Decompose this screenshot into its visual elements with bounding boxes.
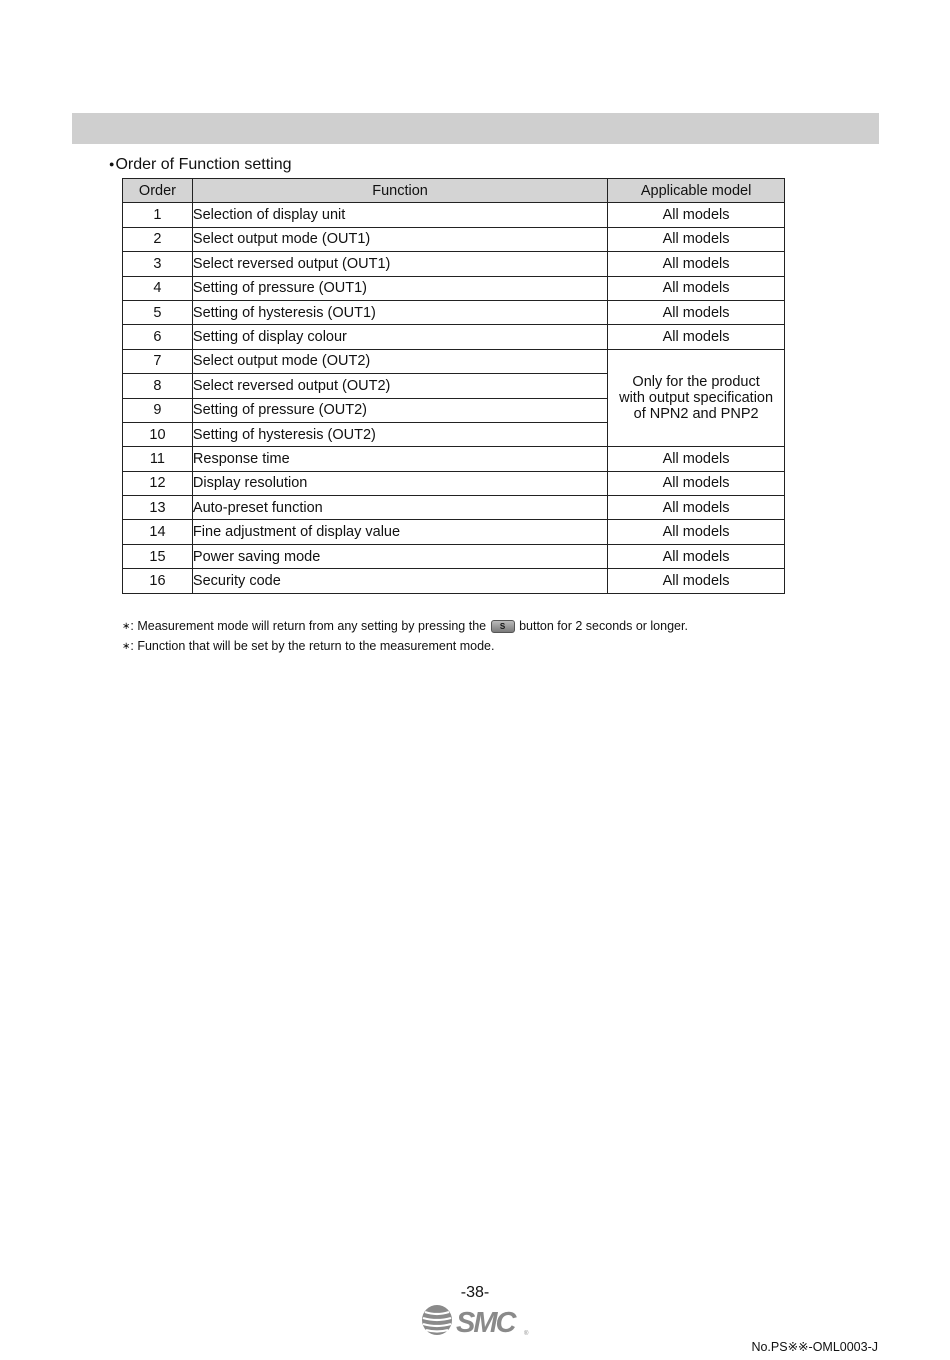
order-cell: 10 (123, 422, 193, 446)
function-cell: Setting of pressure (OUT1) (192, 276, 607, 300)
document-number: No.PS※※-OML0003-J (751, 1340, 878, 1354)
function-cell: Display resolution (192, 471, 607, 495)
table-row (123, 496, 785, 520)
section-title (109, 154, 292, 175)
function-cell: Setting of display colour (192, 325, 607, 349)
table-row (123, 569, 785, 593)
logo-text: SMC (456, 1307, 515, 1337)
model-cell: All models (608, 569, 785, 593)
order-cell: 11 (123, 447, 193, 471)
order-cell: 3 (123, 252, 193, 276)
function-cell: Select reversed output (OUT2) (192, 374, 607, 398)
model-cell: All models (608, 447, 785, 471)
order-cell: 14 (123, 520, 193, 544)
model-cell: All models (608, 203, 785, 227)
order-cell: 1 (123, 203, 193, 227)
order-cell: 7 (123, 349, 193, 373)
table-row (123, 203, 785, 227)
note1-text-before: : Measurement mode will return from any setting by pressing the (130, 619, 487, 633)
note-function-set (122, 637, 688, 657)
model-cell: All models (608, 544, 785, 568)
order-cell: 13 (123, 496, 193, 520)
function-cell: Fine adjustment of display value (192, 520, 607, 544)
model-cell: All models (608, 276, 785, 300)
table-row (123, 300, 785, 324)
function-cell: Setting of hysteresis (OUT1) (192, 300, 607, 324)
function-cell: Select output mode (OUT1) (192, 227, 607, 251)
order-cell: 12 (123, 471, 193, 495)
model-cell: All models (608, 325, 785, 349)
order-cell: 8 (123, 374, 193, 398)
order-cell: 2 (123, 227, 193, 251)
order-cell: 15 (123, 544, 193, 568)
note-measurement-return (122, 617, 688, 637)
asterisk-icon: ∗ (122, 641, 131, 652)
function-cell: Selection of display unit (192, 203, 607, 227)
function-cell: Security code (192, 569, 607, 593)
order-cell: 4 (123, 276, 193, 300)
header-applicable-model: Applicable model (608, 179, 785, 203)
smc-logo-icon (420, 1303, 530, 1337)
model-cell: All models (608, 520, 785, 544)
header-function: Function (192, 179, 607, 203)
table-row (123, 252, 785, 276)
table-row (123, 471, 785, 495)
function-cell: Auto-preset function (192, 496, 607, 520)
merged-model-line-1: Only for the product (632, 374, 760, 391)
function-order-table (122, 178, 785, 594)
section-header-band (72, 113, 879, 144)
order-cell: 5 (123, 300, 193, 324)
function-cell: Power saving mode (192, 544, 607, 568)
table-row (123, 227, 785, 251)
order-cell: 6 (123, 325, 193, 349)
order-cell: 16 (123, 569, 193, 593)
merged-model-line-2: with output specification (619, 390, 774, 407)
table-row (123, 276, 785, 300)
header-order: Order (123, 179, 193, 203)
model-cell: All models (608, 300, 785, 324)
merged-model-line-3: of NPN2 and PNP2 (633, 406, 759, 423)
notes (122, 617, 688, 657)
note1-text-after: button for 2 seconds or longer. (519, 619, 688, 633)
table-header-row (123, 179, 785, 203)
asterisk-icon: ∗ (122, 621, 131, 632)
page-number: -38- (460, 1284, 490, 1301)
function-cell: Setting of hysteresis (OUT2) (192, 422, 607, 446)
model-cell-npn2-pnp2 (608, 349, 785, 447)
table-row (123, 544, 785, 568)
function-cell: Select output mode (OUT2) (192, 349, 607, 373)
note2-text: : Function that will be set by the return to the measurement mode. (130, 639, 495, 653)
function-cell: Select reversed output (OUT1) (192, 252, 607, 276)
order-cell: 9 (123, 398, 193, 422)
table-row (123, 520, 785, 544)
model-cell: All models (608, 496, 785, 520)
function-cell: Setting of pressure (OUT2) (192, 398, 607, 422)
function-cell: Response time (192, 447, 607, 471)
s-button-icon: S (491, 620, 515, 633)
model-cell: All models (608, 227, 785, 251)
model-cell: All models (608, 471, 785, 495)
model-cell: All models (608, 252, 785, 276)
table-row (123, 447, 785, 471)
section-title-text: Order of Function setting (115, 156, 292, 173)
bullet-icon: ● (109, 159, 115, 169)
svg-text:®: ® (524, 1331, 529, 1337)
table-row (123, 325, 785, 349)
table-row (123, 349, 785, 373)
